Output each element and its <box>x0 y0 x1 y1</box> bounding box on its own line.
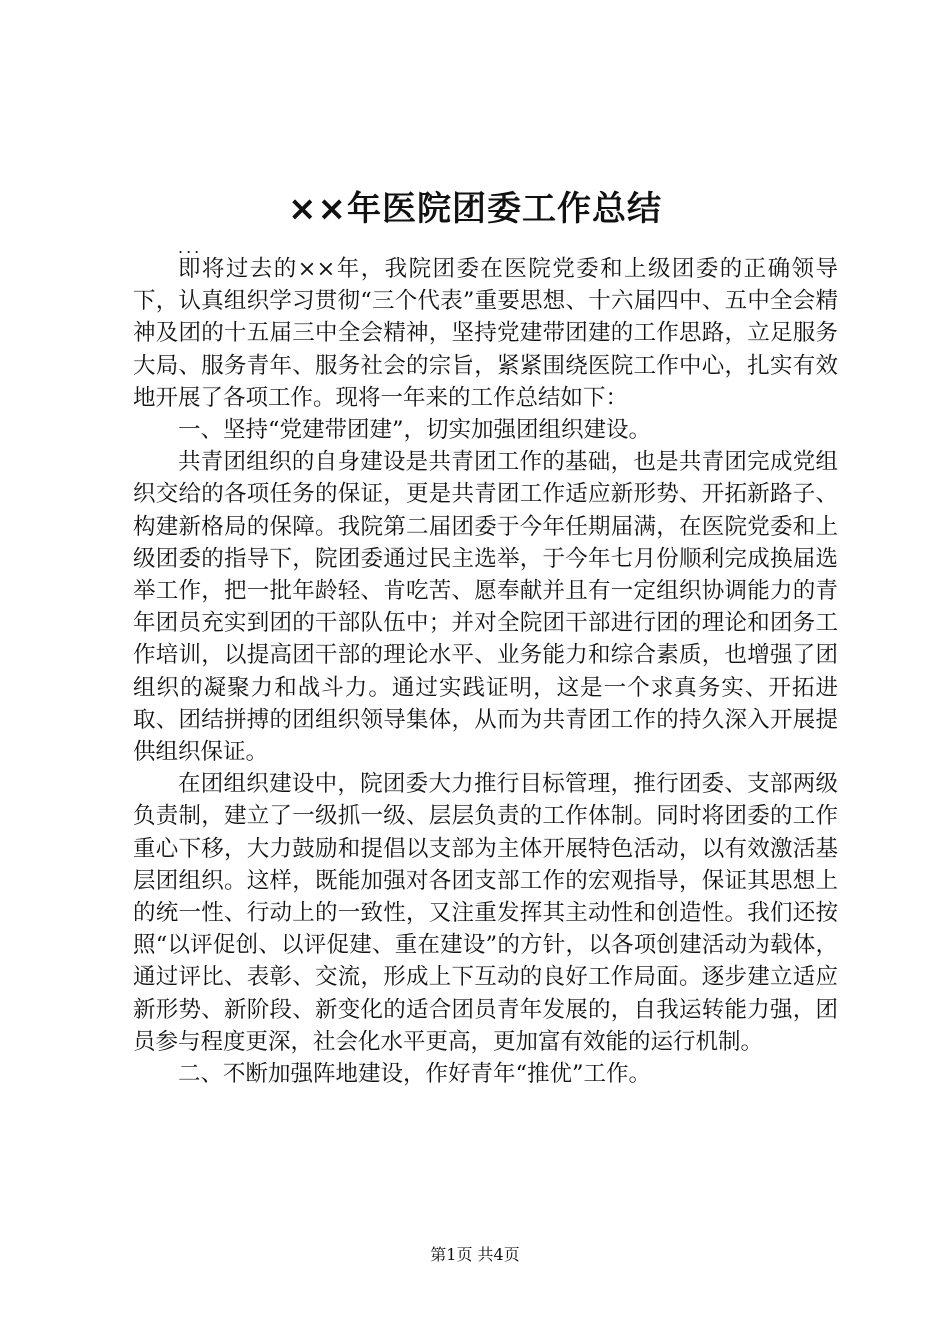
ellipsis-marker: ... <box>178 238 203 257</box>
document-body <box>133 253 838 1090</box>
document-title: ××年医院团委工作总结 <box>288 189 662 229</box>
section-heading-2: 二、不断加强阵地建设，作好青年“推优”工作。 <box>178 1061 652 1088</box>
section-heading-1: 一、坚持“党建带团建”，切实加强团组织建设。 <box>178 417 652 444</box>
page-number-footer: 第1页 共4页 <box>430 1245 520 1264</box>
body-paragraph: 在团组织建设中，院团委大力推行目标管理，推行团委、支部两级负责制，建立了一级抓一级、层层负责的工作体制。同时将团委的工作重心下移，大力鼓励和提倡以支部为主体开展特色活动，以有效激活基层团组织。这样，既能加强对各团支部工作的宏观指导，保证其思想上的统一性、行动上的一致性，又注重发挥其主动性和创造性。我们还按照“以评促创、以评促建、重在建设”的方针，以各项创建活动为载体，通过评比、表彰、交流，形成上下互动的良好工作局面。逐步建立适应新形势、新阶段、新变化的适合团员青年发展的，自我运转能力强，团员参与程度更深，社会化水平更高，更加富有效能的运行机制。 <box>133 771 838 1055</box>
intro-paragraph: 即将过去的××年，我院团委在医院党委和上级团委的正确领导下，认真组织学习贯彻“三个代表”重要思想、十六届四中、五中全会精神及团的十五届三中全会精神，坚持党建带团建的工作思路，立足服务大局、服务青年、服务社会的宗旨，紧紧围绕医院工作中心，扎实有效地开展了各项工作。现将一年来的工作总结如下： <box>133 256 838 411</box>
body-paragraph: 共青团组织的自身建设是共青团工作的基础，也是共青团完成党组织交给的各项任务的保证，更是共青团工作适应新形势、开拓新路子、构建新格局的保障。我院第二届团委于今年任期届满，在医院党委和上级团委的指导下，院团委通过民主选举，于今年七月份顺利完成换届选举工作，把一批年龄轻、肯吃苦、愿奉献并且有一定组织协调能力的青年团员充实到团的干部队伍中；并对全院团干部进行团的理论和团务工作培训，以提高团干部的理论水平、业务能力和综合素质，也增强了团组织的凝聚力和战斗力。通过实践证明，这是一个求真务实、开拓进取、团结拼搏的团组织领导集体，从而为共青团工作的持久深入开展提供组织保证。 <box>133 449 838 766</box>
